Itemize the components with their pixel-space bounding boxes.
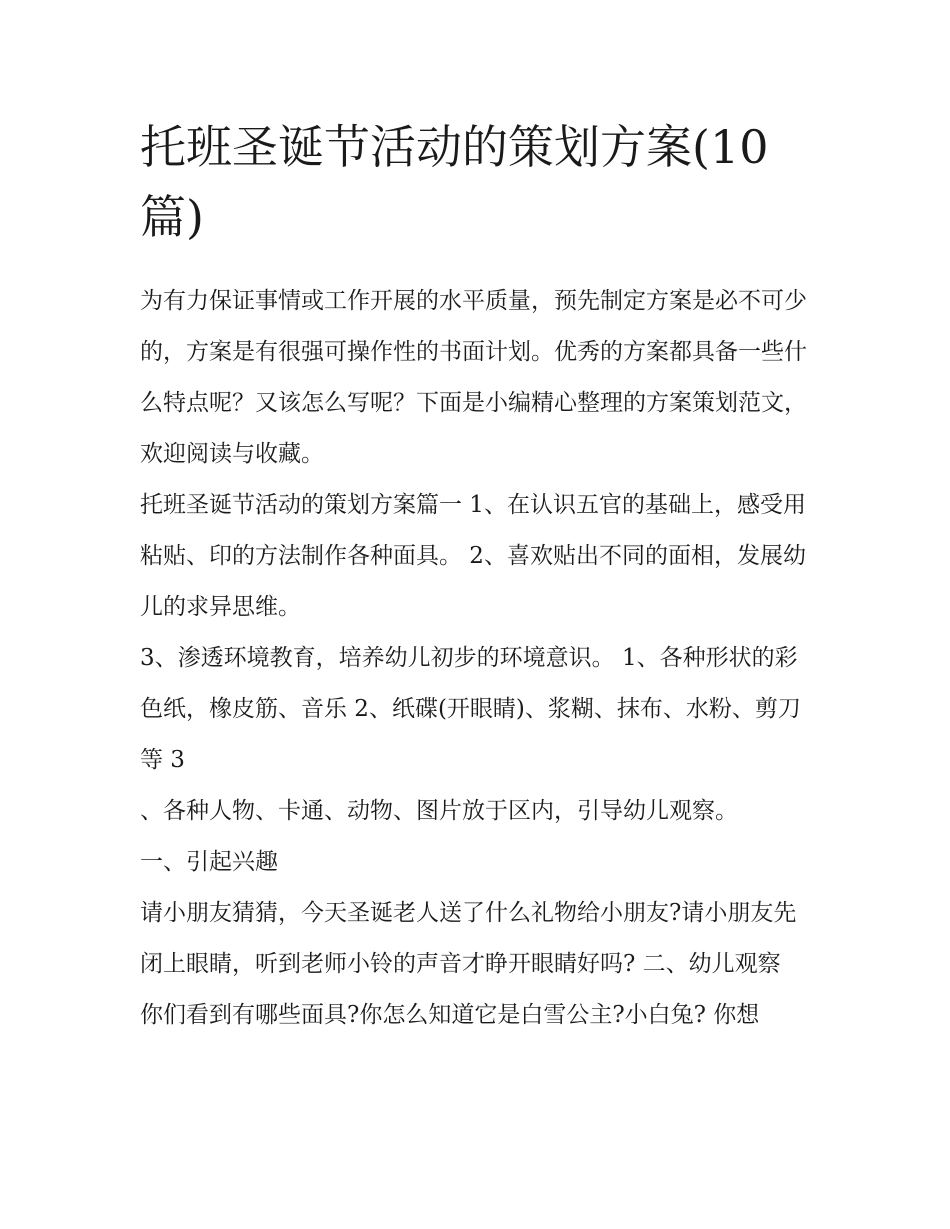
paragraph-materials-cont: 、各种人物、卡通、动物、图片放于区内，引导幼儿观察。 — [140, 798, 738, 824]
document-title: 托班圣诞节活动的策划方案(10篇) — [140, 120, 769, 244]
paragraph-intro: 为有力保证事情或工作开展的水平质量，预先制定方案是必不可少的，方案是有很强可操作性的书面计划。优秀的方案都具备一些什么特点呢？又该怎么写呢？下面是小编精心整理的方案策划范文，欢迎阅读与收藏。 — [140, 288, 807, 467]
paragraph-materials: 3、渗透环境教育，培养幼儿初步的环境意识。 1、各种形状的彩色纸，橡皮筋、音乐 2、纸碟(开眼睛)、浆糊、抹布、水粉、剪刀等 3 — [140, 645, 801, 773]
document-body — [140, 276, 815, 1041]
paragraph-guess: 请小朋友猜猜，今天圣诞老人送了什么礼物给小朋友?请小朋友先闭上眼睛，听到老师小铃的声音才睁开眼睛好吗? 二、幼儿观察 — [140, 900, 797, 977]
section-heading-interest: 一、引起兴趣 — [140, 849, 278, 875]
paragraph-observe: 你们看到有哪些面具?你怎么知道它是白雪公主?小白兔? 你想 — [140, 1002, 760, 1028]
paragraph-goals: 托班圣诞节活动的策划方案篇一 1、在认识五官的基础上，感受用粘贴、印的方法制作各种面具。 2、喜欢贴出不同的面相，发展幼儿的求异思维。 — [140, 492, 806, 620]
